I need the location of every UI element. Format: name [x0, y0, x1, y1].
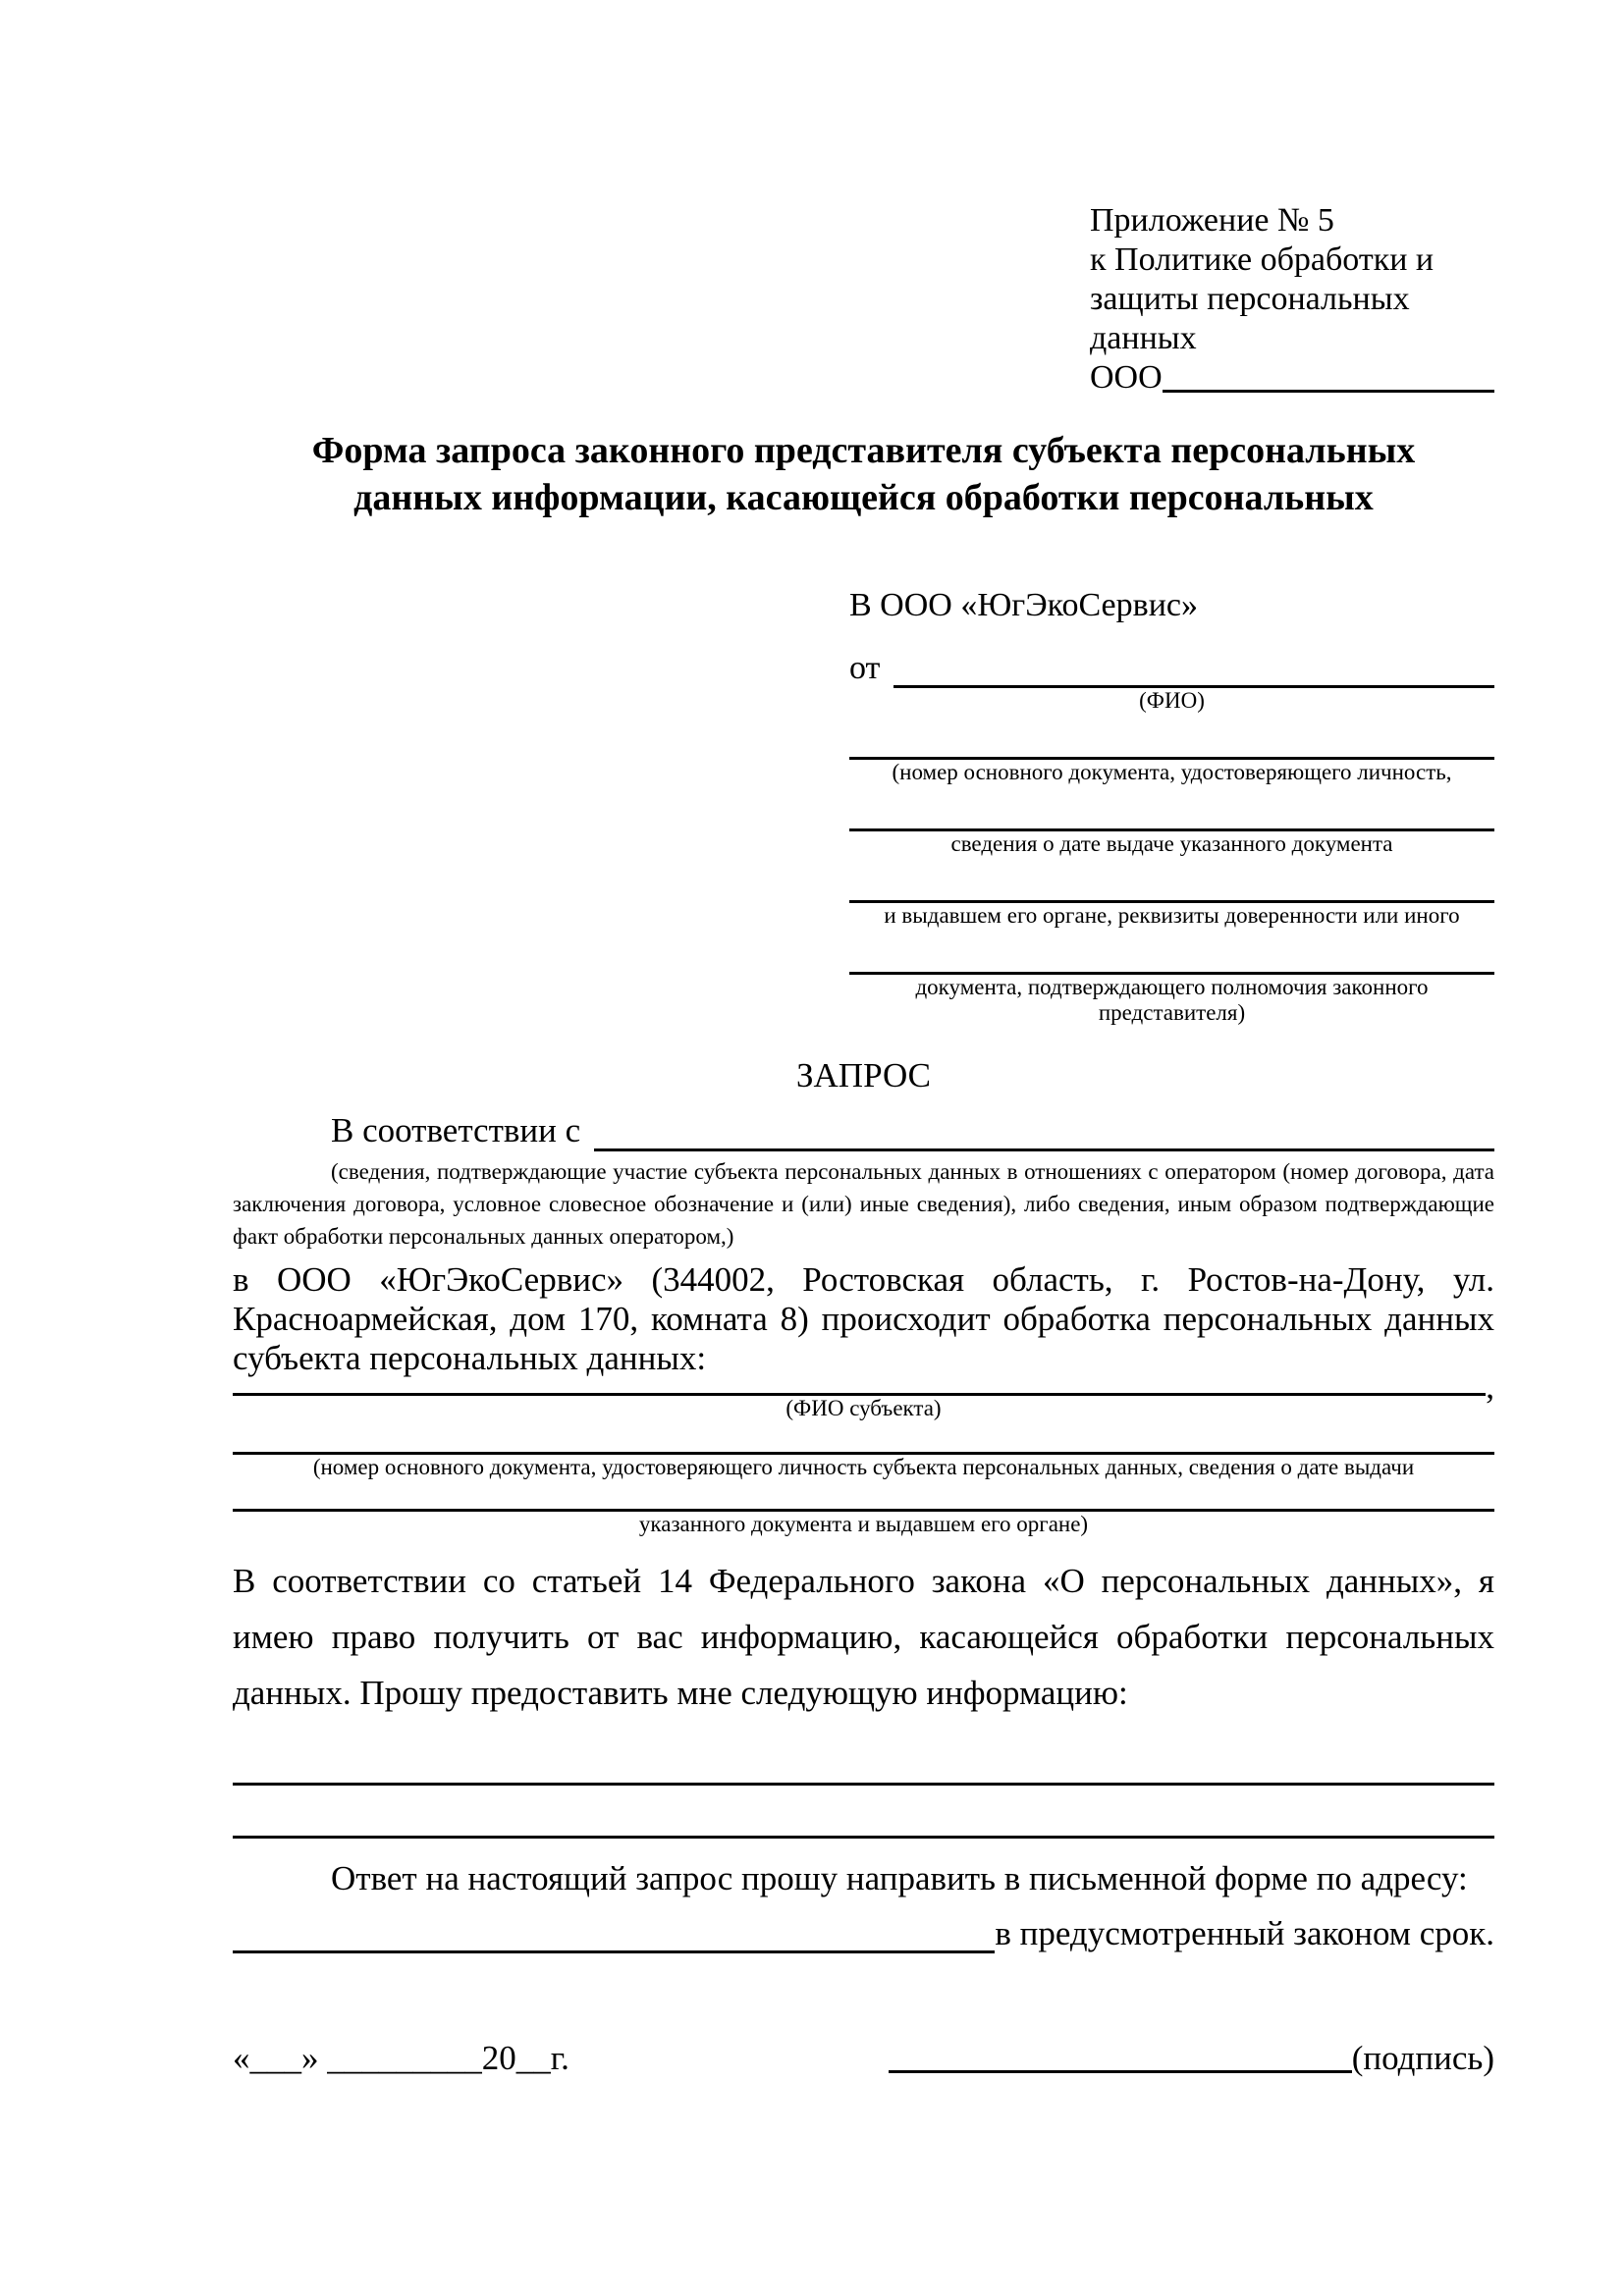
document-title-line-1: Форма запроса законного представителя субъекта персональных [311, 430, 1416, 471]
response-address-blank-line [233, 1950, 995, 1953]
subject-fio-comma: , [1486, 1367, 1494, 1406]
response-address-row [233, 1914, 1494, 1953]
date-field: «___» _________20__г. [233, 2039, 569, 2077]
information-row-1 [233, 1768, 1494, 1786]
addressee-to: В ООО «ЮгЭкоСервис» [849, 587, 1198, 623]
appendix-line-2: к Политике обработки и [1090, 241, 1435, 278]
accordance-blank-line [594, 1110, 1494, 1151]
issuing-authority-caption: и выдавшем его органе, реквизиты доверенности или иного [884, 903, 1460, 928]
response-paragraph: Ответ на настоящий запрос прошу направить в письменной форме по адресу: [331, 1859, 1468, 1897]
law-paragraph: В соответствии со статьей 14 Федерального закона «О персональных данных», я имею право получить от вас информацию, касающейся обработки персональных данных. Прошу предоставить мне следующую информацию: [233, 1562, 1494, 1712]
from-label: от [849, 650, 881, 686]
issue-date-caption: сведения о дате выдаче указанного документа [950, 831, 1393, 856]
appendix-line-3: защиты персональных данных [1090, 281, 1410, 356]
subject-authority-row [233, 1494, 1494, 1512]
signature-group [889, 2038, 1494, 2079]
subject-fio-caption: (ФИО субъекта) [785, 1396, 942, 1420]
subject-fio-row [233, 1367, 1494, 1406]
subject-authority-blank-line [233, 1491, 1494, 1512]
fio-blank-line [893, 649, 1494, 688]
appendix-line-1: Приложение № 5 [1090, 202, 1334, 239]
information-blank-line-1 [233, 1765, 1494, 1786]
document-title [233, 427, 1494, 521]
accordance-label: В соответствии с [331, 1111, 581, 1149]
operator-paragraph: в ООО «ЮгЭкоСервис» (344002, Ростовская область, г. Ростов-на-Дону, ул. Красноармейская, дом 170, комната 8) происходит обработка персональных данных субъекта персональных данных: [233, 1260, 1494, 1377]
appendix-ooo-label: ООО [1090, 359, 1163, 396]
issuing-authority-blank-line [849, 857, 1494, 903]
representative-authority-caption: документа, подтверждающего полномочия законного представителя) [915, 975, 1429, 1025]
accordance-note: (сведения, подтверждающие участие субъекта персональных данных в отношениях с оператором (номер договора, дата заключения договора, условное словесное обозначение и (или) иные сведения), либо сведения, иным образом подтверждающие факт обработки персональных данных оператором,) [233, 1159, 1494, 1249]
signature-caption: (подпись) [1351, 2039, 1494, 2077]
document-number-blank-line [849, 714, 1494, 760]
appendix-ooo-line [1090, 358, 1494, 398]
subject-authority-caption: указанного документа и выдавшем его органе) [638, 1512, 1089, 1536]
response-suffix: в предусмотренный законом срок. [995, 1914, 1494, 1952]
subject-document-blank-line [233, 1434, 1494, 1455]
accordance-row [233, 1110, 1494, 1151]
request-heading: ЗАПРОС [795, 1056, 932, 1095]
information-blank-line-2 [233, 1818, 1494, 1839]
appendix-block [1090, 201, 1494, 398]
information-row-2 [233, 1821, 1494, 1839]
subject-document-caption: (номер основного документа, удостоверяющего личность субъекта персональных данных, сведения о дате выдачи [312, 1455, 1415, 1479]
footer-row [233, 2038, 1494, 2079]
issue-date-blank-line [849, 785, 1494, 831]
ooo-name-blank-line [1163, 358, 1494, 393]
addressee-from-row [849, 649, 1494, 688]
addressee-block [849, 586, 1494, 1026]
fio-caption: (ФИО) [1139, 688, 1205, 713]
subject-fio-blank-line [233, 1375, 1486, 1396]
subject-document-row [233, 1437, 1494, 1455]
representative-authority-blank-line [849, 929, 1494, 975]
signature-blank-line [889, 2070, 1352, 2073]
document-title-line-2: данных информации, касающейся обработки персональных [353, 477, 1374, 518]
document-number-caption: (номер основного документа, удостоверяющего личность, [892, 760, 1452, 784]
